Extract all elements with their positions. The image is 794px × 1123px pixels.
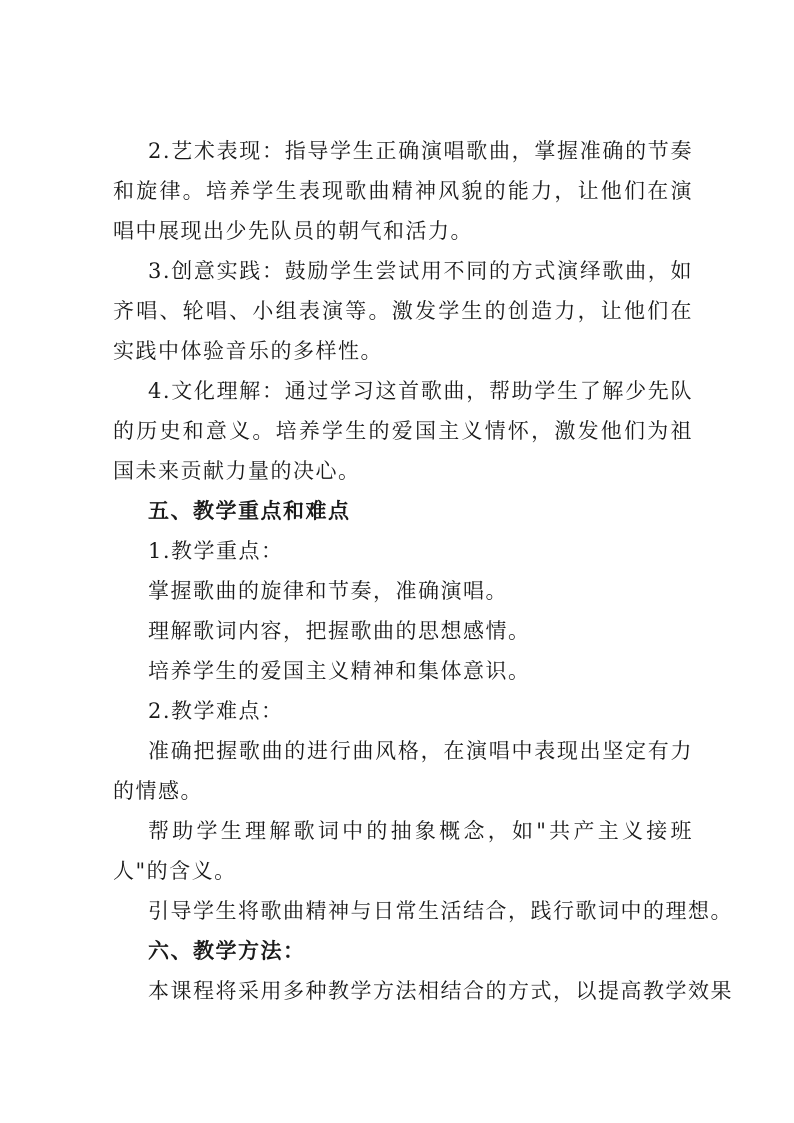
difficulty-item: 准确把握歌曲的进行曲风格，在演唱中表现出坚定有力的情感。 [113,739,693,803]
paragraph-creative-practice: 3.创意实践：鼓励学生尝试用不同的方式演绎歌曲，如齐唱、轮唱、小组表演等。激发学生的创造力，让他们在实践中体验音乐的多样性。 [113,259,693,363]
key-point-item: 理解歌词内容，把握歌曲的思想感情。 [148,619,531,643]
key-points-label: 1.教学重点： [148,539,284,563]
paragraph-cultural-understanding: 4.文化理解：通过学习这首歌曲，帮助学生了解少先队的历史和意义。培养学生的爱国主义情怀，激发他们为祖国未来贡献力量的决心。 [113,379,693,483]
difficulties-label: 2.教学难点： [148,699,284,723]
paragraph-artistic-expression: 2.艺术表现：指导学生正确演唱歌曲，掌握准确的节奏和旋律。培养学生表现歌曲精神风貌的能力，让他们在演唱中展现出少先队员的朝气和活力。 [113,139,693,243]
section-heading-teaching-methods: 六、教学方法： [148,938,306,963]
difficulty-item: 引导学生将歌曲精神与日常生活结合，践行歌词中的理想。 [148,899,733,923]
teaching-methods-intro: 本课程将采用多种教学方法相结合的方式，以提高教学效果 [148,979,733,1003]
key-point-item: 掌握歌曲的旋律和节奏，准确演唱。 [148,579,508,603]
document-body [113,131,733,1011]
section-heading-key-and-difficult-points: 五、教学重点和难点 [148,498,351,523]
difficulty-item: 帮助学生理解歌词中的抽象概念，如"共产主义接班人"的含义。 [113,819,693,883]
key-point-item: 培养学生的爱国主义精神和集体意识。 [148,659,531,683]
